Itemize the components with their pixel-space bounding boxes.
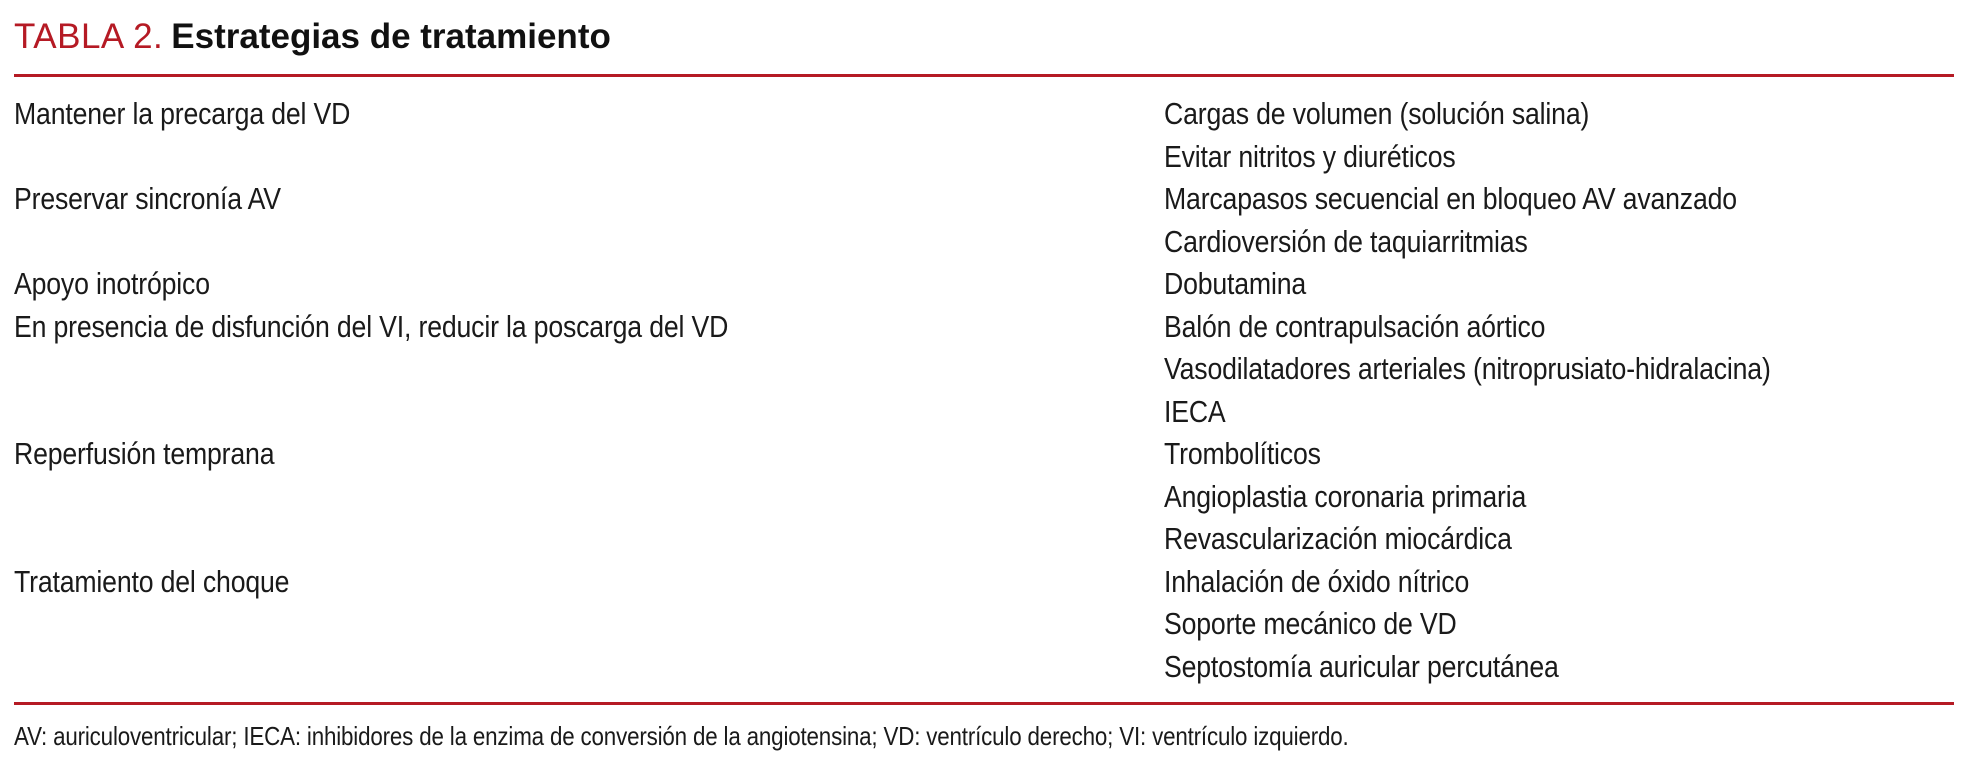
treatment-item: Angioplastia coronaria primaria xyxy=(1164,478,1527,514)
treatment-cell xyxy=(1164,433,1954,561)
table-name: Estrategias de tratamiento xyxy=(171,17,611,56)
strategy-cell: Reperfusión temprana xyxy=(14,436,275,471)
treatment-item: Revascularización miocárdica xyxy=(1164,521,1512,556)
treatment-item: Septostomía auricular percutánea xyxy=(1164,648,1559,684)
strategy-cell: Apoyo inotrópico xyxy=(14,266,210,301)
treatment-item: Trombolíticos xyxy=(1164,436,1321,471)
table-title xyxy=(14,0,1954,74)
treatment-cell xyxy=(1164,306,1954,434)
table-label: TABLA 2. xyxy=(14,17,164,56)
treatment-item: Vasodilatadores arteriales (nitroprusiato-hidralacina) xyxy=(1164,351,1771,386)
table-row xyxy=(14,433,1954,561)
treatment-cell xyxy=(1164,93,1954,178)
treatment-cell xyxy=(1164,561,1954,689)
treatment-cell xyxy=(1164,178,1954,263)
strategy-cell: Preservar sincronía AV xyxy=(14,181,281,216)
table-row xyxy=(14,93,1954,178)
treatment-cell xyxy=(1164,263,1954,306)
table-footnote: AV: auriculoventricular; IECA: inhibidores de la enzima de conversión de la angiotensina; VD: ventrículo derecho; VI: ventrículo izquierdo. xyxy=(14,721,1349,751)
strategy-cell: Mantener la precarga del VD xyxy=(14,96,351,131)
strategy-cell: En presencia de disfunción del VI, reducir la poscarga del VD xyxy=(14,308,729,344)
treatment-item: Marcapasos secuencial en bloqueo AV avanzado xyxy=(1164,181,1737,216)
table-body xyxy=(14,77,1954,702)
table-row xyxy=(14,263,1954,306)
treatment-item: Evitar nitritos y diuréticos xyxy=(1164,138,1456,174)
treatment-item: Soporte mecánico de VD xyxy=(1164,606,1457,641)
table-row xyxy=(14,178,1954,263)
treatment-item: IECA xyxy=(1164,393,1226,429)
table-row xyxy=(14,306,1954,434)
treatment-table xyxy=(14,0,1954,753)
treatment-item: Balón de contrapulsación aórtico xyxy=(1164,308,1546,344)
treatment-item: Dobutamina xyxy=(1164,266,1307,301)
table-row xyxy=(14,561,1954,689)
treatment-item: Cardioversión de taquiarritmias xyxy=(1164,223,1528,259)
strategy-cell: Tratamiento del choque xyxy=(14,563,290,599)
treatment-item: Cargas de volumen (solución salina) xyxy=(1164,96,1590,131)
treatment-item: Inhalación de óxido nítrico xyxy=(1164,563,1470,599)
